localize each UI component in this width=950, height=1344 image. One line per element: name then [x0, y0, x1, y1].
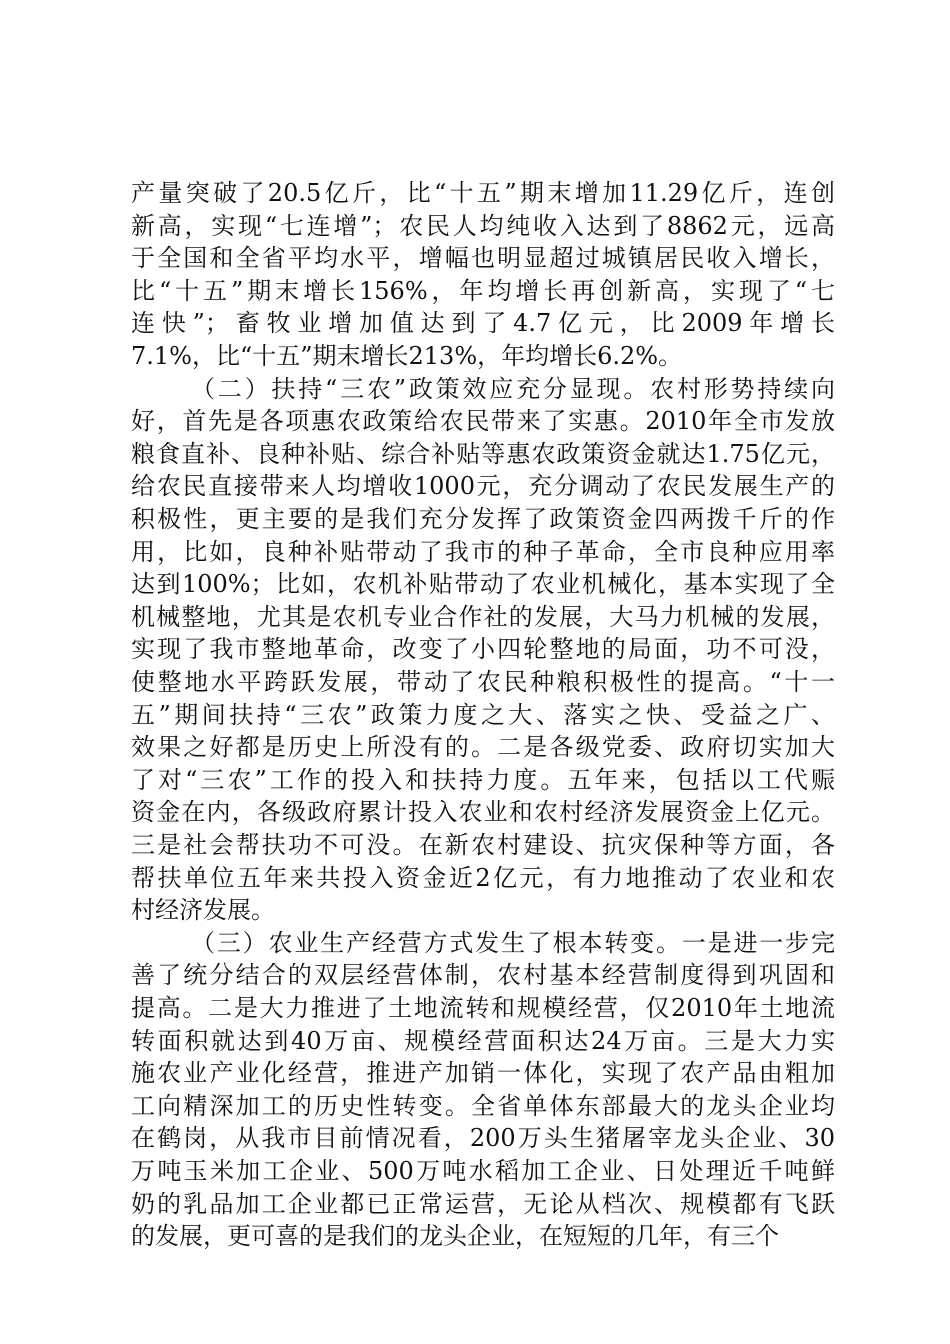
- text-line: （三）农业生产经营方式发生了根本转变。一是进一步完: [191, 928, 835, 957]
- text-line: （二）扶持“三农”政策效应充分显现。农村形势持续向: [191, 374, 835, 403]
- text-line: 工向精深加工的历史性转变。全省单体东部最大的龙头企业均: [131, 1091, 835, 1120]
- text-line: 提高。二是大力推进了土地流转和规模经营，仅2010年土地流: [131, 994, 835, 1022]
- text-line: 机械整地，尤其是农机专业合作社的发展，大马力机械的发展，: [131, 602, 835, 631]
- text-line: 奶的乳品加工企业都已正常运营，无论从档次、规模都有飞跃: [131, 1189, 835, 1218]
- text-line: 的发展，更可喜的是我们的龙头企业，在短短的几年，有三个: [131, 1222, 779, 1251]
- text-line: 产量突破了20.5亿斤，比“十五”期末增加11.29亿斤，连创: [131, 179, 835, 207]
- text-line: 粮食直补、良种补贴、综合补贴等惠农政策资金就达1.75亿元，: [131, 439, 835, 468]
- text-line: 新高，实现“七连增”；农民人均纯收入达到了8862元，远高: [131, 211, 835, 240]
- text-line: 给农民直接带来人均增收1000元，充分调动了农民发展生产的: [131, 472, 835, 501]
- text-line: 达到100%；比如，农机补贴带动了农业机械化，基本实现了全: [131, 570, 835, 599]
- text-line: 在鹤岗，从我市目前情况看，200万头生猪屠宰龙头企业、30: [131, 1124, 835, 1153]
- text-line: 帮扶单位五年来共投入资金近2亿元，有力地推动了农业和农: [131, 863, 835, 892]
- text-line: 五”期间扶持“三农”政策力度之大、落实之快、受益之广、: [131, 700, 835, 729]
- text-line: 了对“三农”工作的投入和扶持力度。五年来，包括以工代赈: [131, 765, 835, 794]
- text-line: 转面积就达到40万亩、规模经营面积达24万亩。三是大力实: [131, 1026, 835, 1055]
- text-line: 善了统分结合的双层经营体制，农村基本经营制度得到巩固和: [131, 961, 835, 990]
- text-line: 三是社会帮扶功不可没。在新农村建设、抗灾保种等方面，各: [131, 831, 835, 859]
- text-line: 于全国和全省平均水平，增幅也明显超过城镇居民收入增长，: [131, 244, 835, 273]
- text-line: 资金在内，各级政府累计投入农业和农村经济发展资金上亿元。: [131, 798, 835, 827]
- text-line: 7.1%，比“十五”期末增长213%，年均增长6.2%。: [131, 342, 683, 370]
- text-line: 连快”；畜牧业增加值达到了4.7亿元，比2009年增长: [131, 309, 835, 338]
- text-line: 村经济发展。: [131, 896, 275, 925]
- text-line: 用，比如，良种补贴带动了我市的种子革命，全市良种应用率: [131, 537, 835, 566]
- text-line: 好，首先是各项惠农政策给农民带来了实惠。2010年全市发放: [131, 407, 835, 436]
- text-line: 施农业产业化经营，推进产加销一体化，实现了农产品由粗加: [131, 1059, 835, 1088]
- text-line: 比“十五”期末增长156%，年均增长再创新高，实现了“七: [131, 276, 835, 305]
- text-line: 积极性，更主要的是我们充分发挥了政策资金四两拨千斤的作: [131, 505, 835, 533]
- text-line: 万吨玉米加工企业、500万吨水稻加工企业、日处理近千吨鲜: [131, 1157, 835, 1185]
- text-line: 效果之好都是历史上所没有的。二是各级党委、政府切实加大: [131, 733, 835, 762]
- text-line: 使整地水平跨跃发展，带动了农民种粮积极性的提高。“十一: [131, 668, 835, 696]
- text-line: 实现了我市整地革命，改变了小四轮整地的局面，功不可没，: [131, 635, 835, 664]
